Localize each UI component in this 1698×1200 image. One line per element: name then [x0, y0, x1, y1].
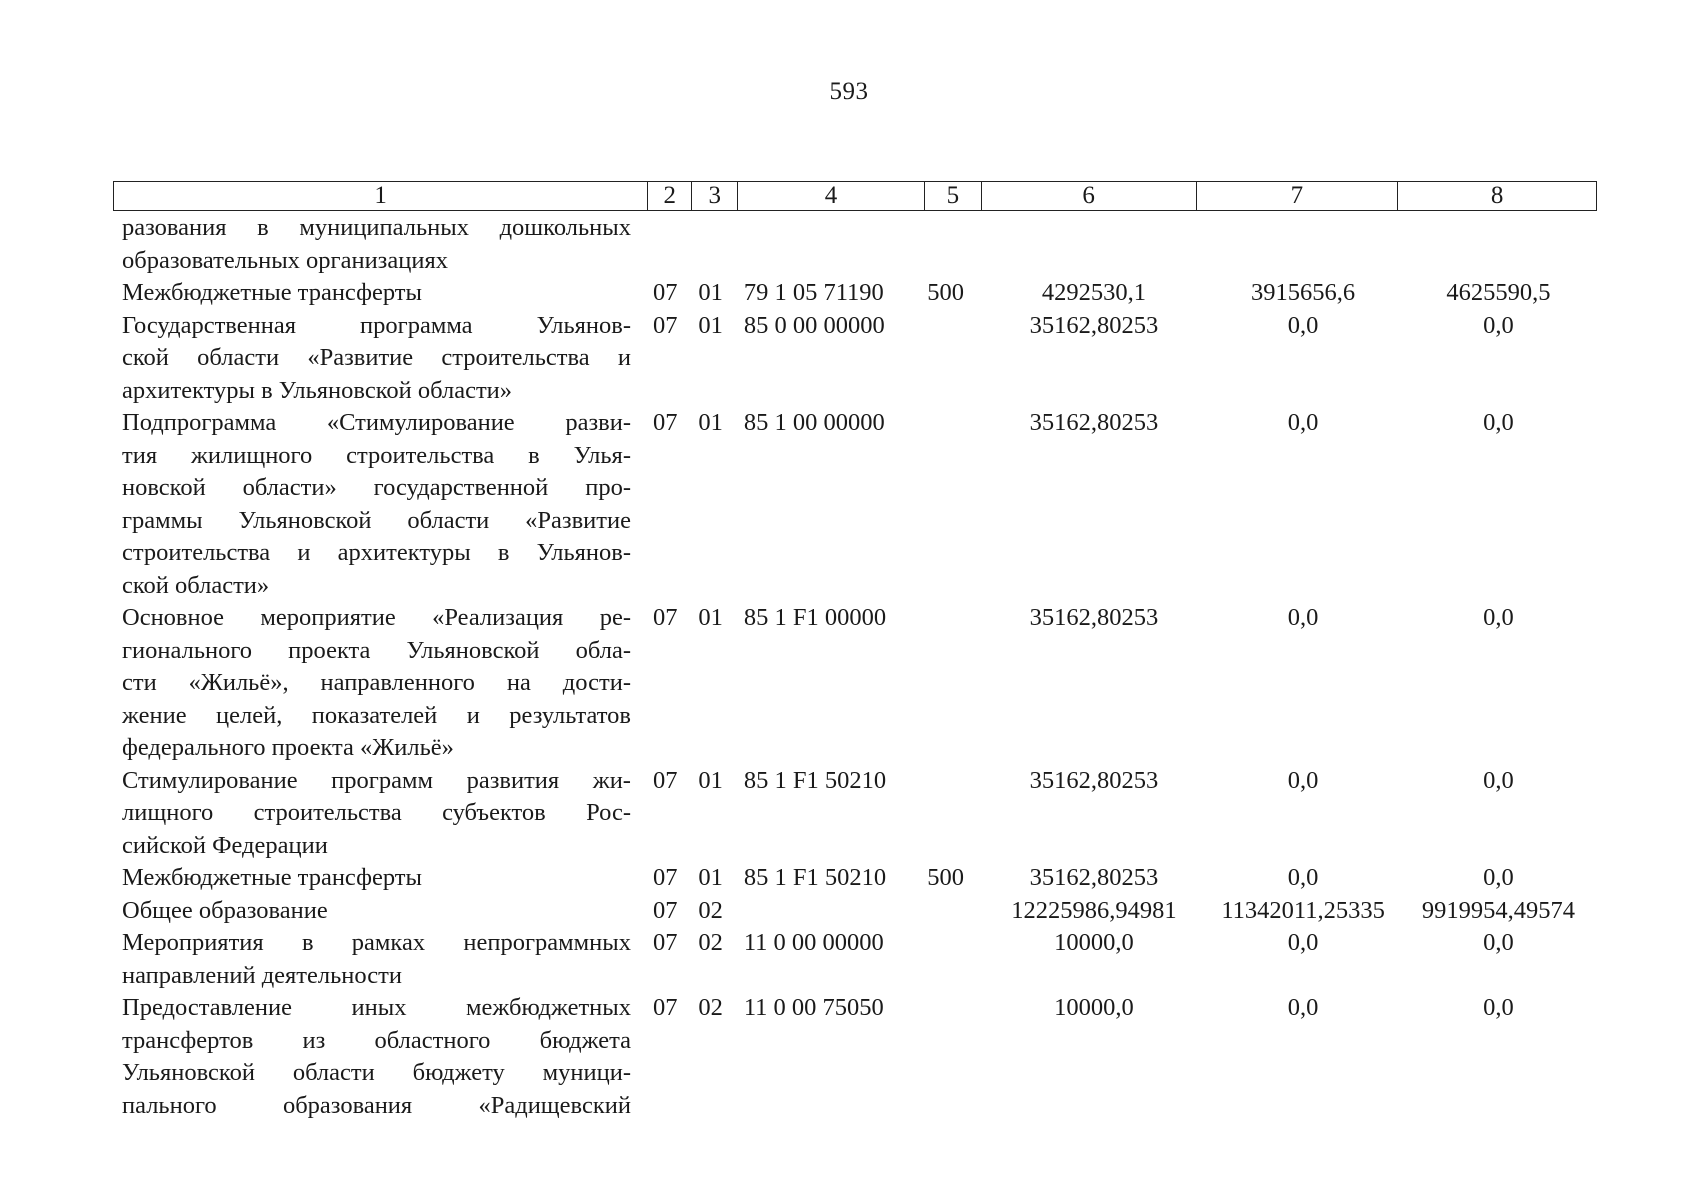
subsection-code: 01: [698, 766, 723, 794]
section-code: 07: [652, 864, 678, 891]
table-row: [122, 927, 1602, 992]
row-name: [122, 212, 631, 277]
section-code: 07: [652, 311, 678, 339]
header-col-1: 1: [114, 182, 648, 210]
row-name-line: направлений деятельности: [122, 961, 402, 989]
subsection-code: 01: [698, 604, 723, 631]
amount-year-1: 35162,80253: [1029, 766, 1159, 794]
amount-year-1: 12225986,94981: [1011, 896, 1177, 924]
table-row: [122, 310, 1602, 408]
header-col-4: 4: [738, 182, 925, 210]
amount-year-1: 4292530,1: [1041, 279, 1147, 306]
amount-year-3: 9919954,49574: [1421, 896, 1575, 924]
table-row: [122, 602, 1602, 765]
table-row: [122, 895, 1602, 928]
row-name-line: Ульяновской области бюджету муници-: [122, 1059, 631, 1086]
amount-year-1: 10000,0: [1054, 929, 1134, 956]
header-col-6: 6: [982, 182, 1197, 210]
row-name-line: архитектуры в Ульяновской области»: [122, 376, 513, 404]
row-name-line: лищного строительства субъектов Рос-: [122, 799, 631, 826]
amount-year-2: 0,0: [1287, 311, 1319, 339]
target-article-code: 85 1 F1 00000: [743, 604, 887, 631]
row-name-line: гионального проекта Ульяновской обла-: [122, 636, 631, 664]
row-name-line: федерального проекта «Жильё»: [122, 734, 454, 761]
amount-year-3: 0,0: [1483, 604, 1514, 631]
row-name-line: новской области» государственной про-: [122, 474, 631, 501]
row-name-line: граммы Ульяновской области «Развитие: [122, 506, 631, 534]
row-name-line: Государственная программа Ульянов-: [122, 311, 631, 339]
subsection-code: 01: [698, 409, 723, 436]
amount-year-1: 35162,80253: [1029, 311, 1159, 339]
table-header: [113, 181, 1597, 211]
target-article-code: 85 1 F1 50210: [743, 864, 887, 891]
subsection-code: 02: [698, 896, 723, 924]
page-number: 593: [829, 78, 869, 105]
section-code: 07: [652, 766, 678, 794]
expense-type-code: 500: [927, 864, 965, 891]
row-name-line: Предоставление иных межбюджетных: [122, 994, 631, 1021]
header-col-5: 5: [925, 182, 982, 210]
amount-year-2: 0,0: [1287, 604, 1319, 631]
row-name-line: трансфертов из областного бюджета: [122, 1026, 631, 1054]
subsection-code: 02: [698, 994, 723, 1021]
row-name-line: ской области»: [122, 571, 270, 599]
row-name-line: строительства и архитектуры в Ульянов-: [122, 539, 631, 566]
row-name: [122, 862, 631, 895]
section-code: 07: [652, 409, 678, 436]
amount-year-2: 0,0: [1287, 864, 1319, 891]
target-article-code: 85 0 00 00000: [743, 311, 885, 339]
row-name: [122, 765, 631, 863]
row-name: [122, 277, 631, 310]
amount-year-3: 0,0: [1483, 929, 1514, 956]
row-name: [122, 407, 631, 602]
row-name-line: Межбюджетные трансферты: [122, 864, 422, 891]
section-code: 07: [652, 929, 678, 956]
section-code: 07: [652, 279, 678, 306]
row-name-line: Межбюджетные трансферты: [122, 279, 422, 306]
row-name: [122, 992, 631, 1122]
amount-year-2: 0,0: [1287, 929, 1319, 956]
expense-type-code: 500: [927, 279, 965, 306]
table-row: [122, 765, 1602, 863]
section-code: 07: [652, 994, 678, 1021]
target-article-code: 85 1 F1 50210: [743, 766, 887, 794]
table-row: [122, 212, 1602, 277]
row-name-line: ской области «Развитие строительства и: [122, 344, 631, 371]
row-name-line: сти «Жильё», направленного на дости-: [122, 669, 631, 696]
header-col-8: 8: [1490, 182, 1504, 209]
amount-year-3: 0,0: [1483, 994, 1514, 1021]
amount-year-1: 35162,80253: [1029, 409, 1159, 436]
amount-year-3: 0,0: [1483, 864, 1514, 891]
row-name-line: Стимулирование программ развития жи-: [122, 766, 631, 794]
amount-year-3: 0,0: [1483, 766, 1514, 794]
subsection-code: 01: [698, 311, 723, 339]
row-name-line: жение целей, показателей и результатов: [122, 701, 631, 729]
table-row: [122, 992, 1602, 1122]
row-name-line: Мероприятия в рамках непрограммных: [122, 929, 631, 956]
target-article-code: 79 1 05 71190: [743, 279, 884, 306]
amount-year-2: 3915656,6: [1251, 279, 1356, 306]
section-code: 07: [652, 896, 678, 924]
amount-year-1: 35162,80253: [1029, 864, 1159, 891]
amount-year-2: 11342011,25335: [1221, 896, 1385, 924]
row-name: [122, 310, 631, 408]
subsection-code: 02: [698, 929, 723, 956]
amount-year-1: 35162,80253: [1029, 604, 1159, 631]
subsection-code: 01: [698, 864, 723, 891]
row-name-line: сийской Федерации: [122, 831, 328, 859]
row-name-line: Подпрограмма «Стимулирование разви-: [122, 409, 631, 436]
amount-year-3: 4625590,5: [1446, 279, 1551, 306]
amount-year-2: 0,0: [1287, 409, 1319, 436]
row-name-line: тия жилищного строительства в Улья-: [122, 441, 631, 469]
row-name-line: образовательных организациях: [122, 246, 448, 274]
row-name-line: пального образования «Радищевский: [122, 1091, 631, 1119]
target-article-code: 11 0 00 75050: [743, 994, 884, 1021]
amount-year-1: 10000,0: [1054, 994, 1134, 1021]
header-col-2: 2: [648, 182, 692, 210]
subsection-code: 01: [698, 279, 723, 306]
amount-year-3: 0,0: [1483, 311, 1514, 339]
header-col-3: 3: [692, 182, 738, 210]
amount-year-2: 0,0: [1287, 766, 1319, 794]
row-name: [122, 895, 631, 928]
amount-year-2: 0,0: [1287, 994, 1319, 1021]
target-article-code: 85 1 00 00000: [743, 409, 885, 436]
row-name-line: Общее образование: [122, 896, 328, 924]
section-code: 07: [652, 604, 678, 631]
table-body: [122, 212, 1602, 1122]
table-row: [122, 862, 1602, 895]
amount-year-3: 0,0: [1483, 409, 1514, 436]
table-row: [122, 277, 1602, 310]
row-name: [122, 602, 631, 765]
row-name-line: Основное мероприятие «Реализация ре-: [122, 604, 631, 631]
row-name: [122, 927, 631, 992]
row-name-line: разования в муниципальных дошкольных: [122, 214, 631, 241]
table-row: [122, 407, 1602, 602]
header-col-7: 7: [1197, 182, 1399, 210]
target-article-code: 11 0 00 00000: [743, 929, 884, 956]
